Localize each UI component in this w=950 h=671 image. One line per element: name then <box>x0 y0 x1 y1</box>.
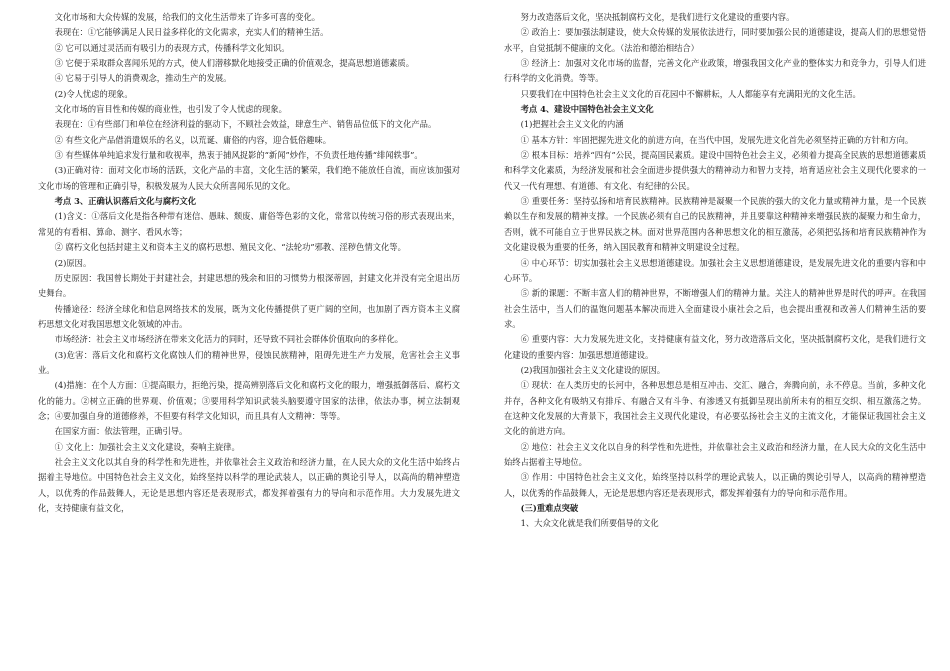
paragraph: ① 现状：在人类历史的长河中，各种思想总是相互冲击、交汇、融合，奔腾向前，永不停息。当前，多种文化并存，各种文化有吸纳又有排斥、有融合又有斗争、有渗透又有抵御呈现出前所未有的相互交织、相互激荡之势。在这种文化发展的大背景下，我国社会主义现代化建设，有必要弘扬社会主义的主流文化，才能保证我国社会主义文化的前进方向。 <box>504 380 926 437</box>
paragraph: ② 有些文化产品借消遣娱乐的名义，以荒诞、庸俗的内容，迎合低俗趣味。 <box>54 134 332 145</box>
paragraph: ② 根本目标：培养“四有”公民，提高国民素质。建设中国特色社会主义，必须着力提高全民族的思想道德素质和科学文化素质，为经济发展和社会全面进步提供强大的精神动力和智力支持，培育适应社会主义现代化要求的一代又一代有理想、有道德、有文化、有纪律的公民。 <box>504 150 926 191</box>
paragraph: 1、大众文化就是我们所要倡导的文化 <box>520 518 659 529</box>
paragraph: 文化市场和大众传媒的发展，给我们的文化生活带来了许多可喜的变化。 <box>54 12 321 22</box>
section-heading: (三)重难点突破 <box>520 503 579 513</box>
paragraph: ② 政治上：要加强法制建设，使大众传媒的发展依法进行，同时要加强公民的道德建设，提高人们的思想觉悟水平，自觉抵制不健康的文化。（法治和德治相结合） <box>504 27 926 53</box>
paragraph: ① 文化上：加强社会主义文化建设，奏响主旋律。 <box>54 441 240 452</box>
paragraph: (2)原因。 <box>54 257 92 268</box>
paragraph: 表现在：①它能够满足人民日益多样化的文化需求，充实人们的精神生活。 <box>54 27 329 38</box>
paragraph: (1)把握社会主义文化的内涵 <box>520 119 624 130</box>
right-column <box>504 10 926 671</box>
paragraph: ② 它可以通过灵活而有吸引力的表现方式，传播科学文化知识。 <box>54 42 290 53</box>
paragraph: (3)危害：落后文化和腐朽文化腐蚀人们的精神世界，侵蚀民族精神，阻碍先进生产力发展，危害社会主义事业。 <box>38 349 460 375</box>
paragraph: ③ 它便于采取群众喜闻乐见的方式，使人们潜移默化地接受正确的价值观念，提高思想道德素质。 <box>54 58 415 69</box>
paragraph: 文化市场的盲目性和传媒的商业性，也引发了令人忧虑的现象。 <box>54 104 287 115</box>
paragraph: ③ 作用：中国特色社会主义文化，始终坚持以科学的理论武装人，以正确的舆论引导人，以高尚的精神塑造人，以优秀的作品鼓舞人，无论是思想内容还是表现形式，都发挥着强有力的导向和示范作用。 <box>504 472 926 498</box>
paragraph: 努力改造落后文化，坚决抵制腐朽文化，是我们进行文化建设的重要内容。 <box>520 12 795 22</box>
paragraph: 表现在：①有些部门和单位在经济利益的驱动下，不顾社会效益，肆意生产、销售品位低下的文化产品。 <box>54 119 437 130</box>
left-column <box>38 10 460 671</box>
paragraph: ② 腐朽文化包括封建主义和资本主义的腐朽思想、殖民文化、“法轮功”邪教、淫秽色情文化等。 <box>54 242 406 253</box>
section-heading: 考点 4、建设中国特色社会主义文化 <box>520 104 654 115</box>
paragraph: ③ 重要任务：坚持弘扬和培育民族精神。民族精神是凝聚一个民族的强大的文化力量或精神力量，是一个民族赖以生存和发展的精神支撑。一个民族必须有自己的民族精神，并且要靠这种精神来增强民族的凝聚力和生命力，否则，就不可能自立于世界民族之林。面对世界范围内各种思想文化的相互激荡，必须把弘扬和培育民族精神作为文化建设极为重要的任务，纳入国民教育和精神文明建设全过程。 <box>504 196 926 253</box>
paragraph: 市场经济：社会主义市场经济在带来文化活力的同时，还导致不同社会群体价值取向的多样化。 <box>54 334 404 345</box>
paragraph: 在国家方面：依法管理，正确引导。 <box>54 426 188 437</box>
paragraph: 只要我们在中国特色社会主义文化的百花园中不懈耕耘，人人都能享有充满阳光的文化生活。 <box>520 88 861 99</box>
paragraph: 社会主义文化以其自身的科学性和先进性，并依靠社会主义政治和经济力量，在人民大众的文化生活中始终占据着主导地位。中国特色社会主义文化，始终坚持以科学的理论武装人，以正确的舆论引导人，以高尚的精神塑造人，以优秀的作品鼓舞人，无论是思想内容还是表现形式，都发挥着强有力的导向和示范作用。大力发展先进文化，支持健康有益文化， <box>38 456 460 513</box>
paragraph: (1)含义：①落后文化是指各种带有迷信、愚昧、颓废、庸俗等色彩的文化，常常以传统习俗的形式表现出来，常见的有看相、算命、测字、看风水等； <box>38 211 460 237</box>
paragraph: ① 基本方针：牢固把握先进文化的前进方向，在当代中国，发展先进文化首先必须坚持正确的方针和方向。 <box>520 134 914 145</box>
paragraph: (2)令人忧虑的现象。 <box>54 88 133 99</box>
paragraph: ④ 中心环节：切实加强社会主义思想道德建设。加强社会主义思想道德建设，是发展先进文化的重要内容和中心环节。 <box>504 257 926 283</box>
paragraph: ③ 经济上：加强对文化市场的监督，完善文化产业政策，增强我国文化产业的整体实力和竞争力，引导人们进行科学的文化消费。等等。 <box>504 58 926 84</box>
paragraph: ③ 有些媒体单纯追求发行量和收视率，热衷于捕风捉影的“新闻”炒作，不负责任地传播“绯闻轶事”。 <box>54 150 423 161</box>
paragraph: 传播途径：经济全球化和信息网络技术的发展，既为文化传播提供了更广阔的空间，也加剧了西方资本主义腐朽思想文化对我国思想文化领域的冲击。 <box>38 303 460 329</box>
paragraph: ④ 它易于引导人的消费观念，推动生产的发展。 <box>54 73 232 84</box>
paragraph: 历史原因：我国曾长期处于封建社会，封建思想的残余和旧的习惯势力根深蒂固，封建文化并没有完全退出历史舞台。 <box>38 272 460 299</box>
paragraph: (3)正确对待：面对文化市场的活跃，文化产品的丰富，文化生活的繁荣，我们绝不能放任自流，而应该加强对文化市场的管理和正确引导，积极发展为人民大众所喜闻乐见的文化。 <box>38 165 460 191</box>
paragraph: ⑥ 重要内容：大力发展先进文化，支持健康有益文化，努力改造落后文化，坚决抵制腐朽文化，是我们进行文化建设的重要内容：加强思想道德建设。 <box>504 334 926 360</box>
section-heading: 考点 3、正确认识落后文化与腐朽文化 <box>54 196 197 207</box>
paragraph: ② 地位：社会主义文化以自身的科学性和先进性，并依靠社会主义政治和经济力量，在人民大众的文化生活中始终占据着主导地位。 <box>504 441 926 467</box>
paragraph: (2)我国加强社会主义文化建设的原因。 <box>520 364 666 375</box>
paragraph: ⑤ 新的课题：不断丰富人们的精神世界，不断增强人们的精神力量。关注人的精神世界是时代的呼声。在我国社会生活中，当人们的温饱问题基本解决而进入全面建设小康社会之后，也会提出重视和改善人们精神生活的要求。 <box>504 288 926 329</box>
paragraph: (4)措施：在个人方面：①提高眼力，拒绝污染，提高辨别落后文化和腐朽文化的眼力，增强抵御落后、腐朽文化的能力。②树立正确的世界观、价值观；③要用科学知识武装头脑要遵守国家的法律，依法办事，树立法制观念；④要加强自身的道德修养，不但要有科学文化知识，而且具有人文精神：等等。 <box>38 380 460 421</box>
